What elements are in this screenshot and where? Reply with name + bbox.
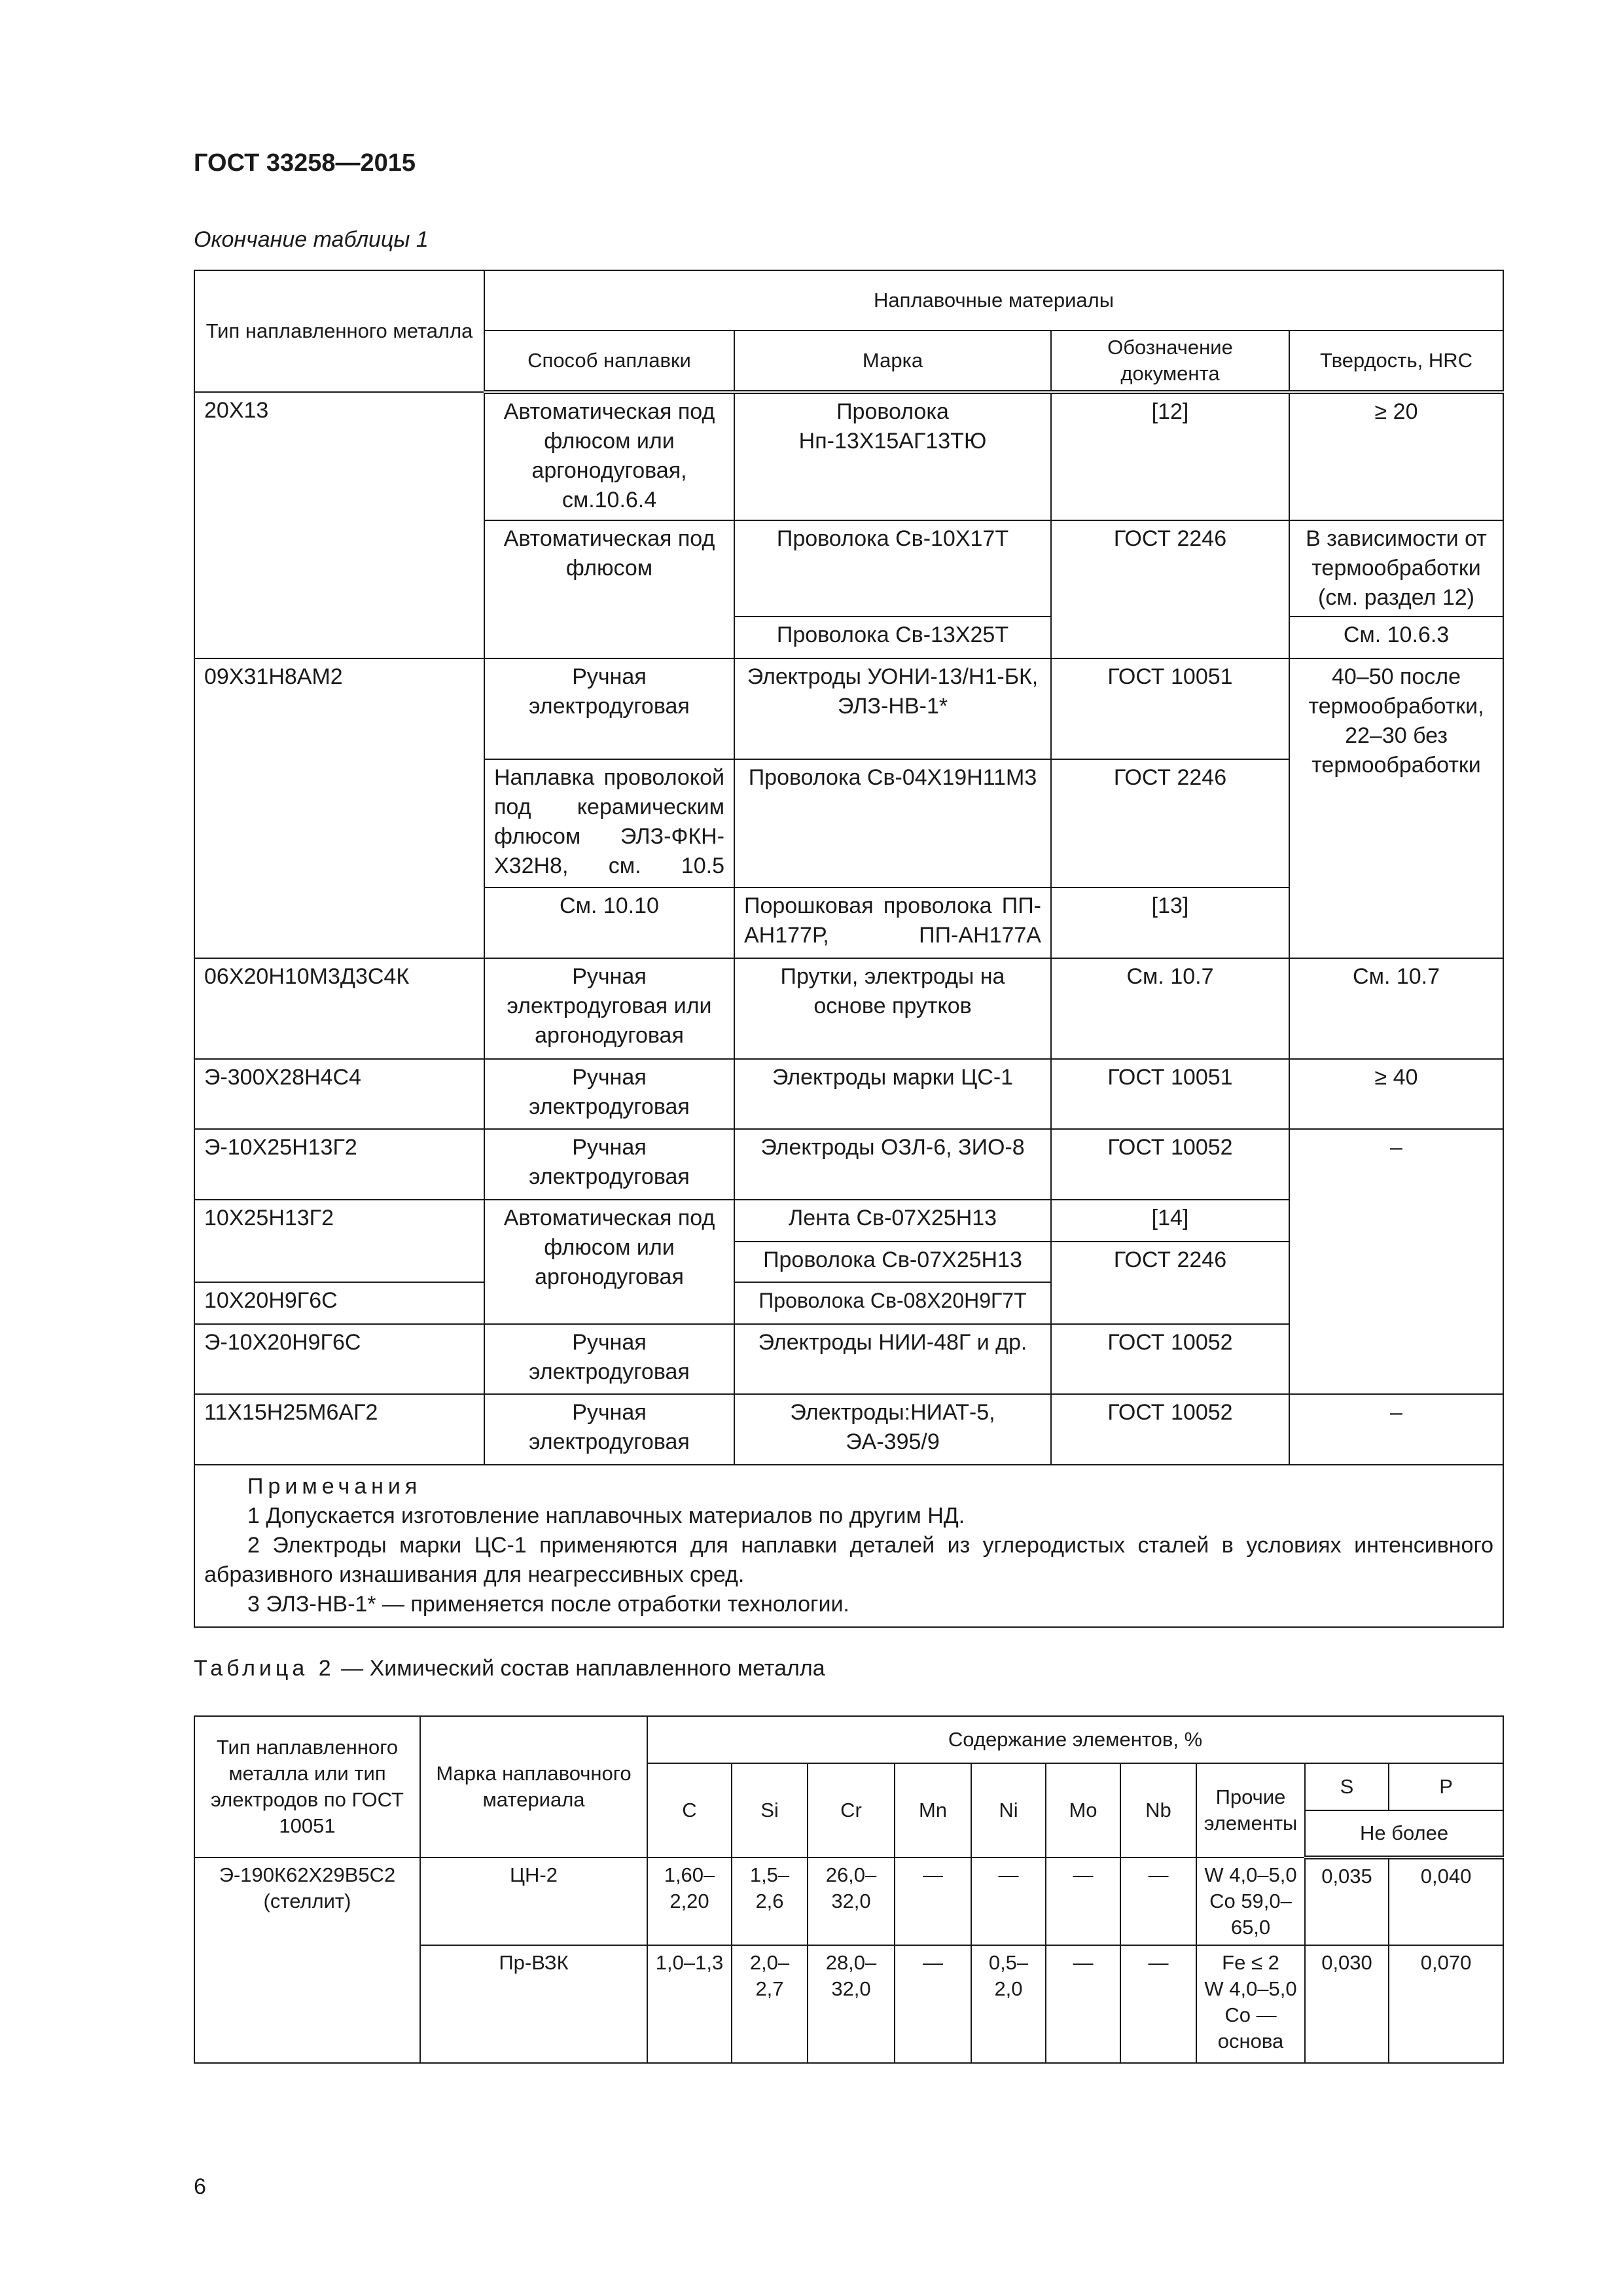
cell-mn: — bbox=[895, 1857, 971, 1945]
header-materials: Наплавочные материалы bbox=[484, 270, 1503, 331]
cell-brand: Пр-ВЗК bbox=[420, 1945, 647, 2063]
cell-brand: Проволока Св-07Х25Н13 bbox=[734, 1242, 1051, 1282]
header-content: Содержание элементов, % bbox=[647, 1716, 1503, 1763]
cell-brand: Электроды НИИ-48Г и др. bbox=[734, 1324, 1051, 1394]
cell-doc: [13] bbox=[1051, 888, 1289, 958]
table-2-caption-text: — Химический состав наплавленного металла bbox=[334, 1656, 825, 1681]
cell-other bbox=[1196, 1857, 1305, 1945]
cell-doc: [12] bbox=[1051, 392, 1289, 520]
cell-doc: ГОСТ 10052 bbox=[1051, 1324, 1289, 1394]
cell-doc: ГОСТ 10052 bbox=[1051, 1129, 1289, 1200]
cell-type: 09Х31Н8АМ2 bbox=[194, 658, 484, 958]
cell-type: 10Х25Н13Г2 bbox=[194, 1200, 484, 1282]
cell-type: 11Х15Н25М6АГ2 bbox=[194, 1394, 484, 1465]
cell-hardness: ≥ 20 bbox=[1289, 392, 1503, 520]
table-2-caption bbox=[194, 1656, 825, 1681]
cell-brand: Электроды ОЗЛ-6, ЗИО-8 bbox=[734, 1129, 1051, 1200]
cell-hardness: См. 10.7 bbox=[1289, 958, 1503, 1059]
header-c: C bbox=[647, 1763, 732, 1857]
cell-ni: — bbox=[971, 1857, 1046, 1945]
cell-doc: ГОСТ 2246 bbox=[1051, 520, 1289, 658]
cell-ni: 0,5–2,0 bbox=[971, 1945, 1046, 2063]
cell-brand: Проволока Св-08Х20Н9Г7Т bbox=[734, 1282, 1051, 1324]
cell-cr: 26,0–32,0 bbox=[808, 1857, 895, 1945]
cell-hardness: В зависимости от термообработки (см. раздел 12) bbox=[1289, 520, 1503, 617]
cell-method: Автоматическая под флюсом bbox=[484, 520, 734, 658]
cell-brand: Проволока Св-10Х17Т bbox=[734, 520, 1051, 617]
page-number: 6 bbox=[194, 2174, 206, 2199]
header-ni: Ni bbox=[971, 1763, 1046, 1857]
header-doc: Обозначение документа bbox=[1051, 331, 1289, 392]
cell-brand: Лента Св-07Х25Н13 bbox=[734, 1200, 1051, 1242]
cell-method: Наплавка проволокой под керамическим флюсом ЭЛЗ-ФКН-Х32Н8, см. 10.5 bbox=[484, 759, 734, 888]
cell-type: 10Х20Н9Г6С bbox=[194, 1282, 484, 1324]
table-row bbox=[194, 1394, 1503, 1465]
other-line: Co — основа bbox=[1217, 2003, 1284, 2053]
table-2 bbox=[194, 1715, 1504, 2064]
cell-type: Э-10Х25Н13Г2 bbox=[194, 1129, 484, 1200]
other-line: Co 59,0–65,0 bbox=[1209, 1890, 1292, 1939]
cell-mn: — bbox=[895, 1945, 971, 2063]
cell-s: 0,035 bbox=[1305, 1857, 1389, 1945]
cell-brand: Проволока Св-13Х25Т bbox=[734, 617, 1051, 658]
cell-c: 1,60–2,20 bbox=[647, 1857, 732, 1945]
header-type: Тип наплавленного металла или тип электродов по ГОСТ 10051 bbox=[194, 1716, 420, 1857]
cell-brand: Электроды марки ЦС-1 bbox=[734, 1059, 1051, 1129]
header-s: S bbox=[1305, 1763, 1389, 1810]
table-1-caption: Окончание таблицы 1 bbox=[194, 227, 429, 252]
document-header: ГОСТ 33258—2015 bbox=[194, 149, 416, 177]
cell-doc: ГОСТ 2246 bbox=[1051, 1242, 1289, 1324]
cell-doc: ГОСТ 10051 bbox=[1051, 1059, 1289, 1129]
cell-brand: Электроды:НИАТ-5, ЭА-395/9 bbox=[734, 1394, 1051, 1465]
header-mn: Mn bbox=[895, 1763, 971, 1857]
header-brand: Марка наплавочного материала bbox=[420, 1716, 647, 1857]
table-row bbox=[194, 958, 1503, 1059]
cell-method: Ручная электродуговая bbox=[484, 1324, 734, 1394]
table-row bbox=[194, 658, 1503, 759]
header-cr: Cr bbox=[808, 1763, 895, 1857]
cell-hardness: 40–50 после термообработки, 22–30 без термообработки bbox=[1289, 658, 1503, 958]
cell-doc: [14] bbox=[1051, 1200, 1289, 1242]
cell-type: Э-10Х20Н9Г6С bbox=[194, 1324, 484, 1394]
other-line: W 4,0–5,0 bbox=[1204, 1863, 1297, 1886]
cell-si: 1,5–2,6 bbox=[732, 1857, 808, 1945]
cell-s: 0,030 bbox=[1305, 1945, 1389, 2063]
cell-doc: ГОСТ 2246 bbox=[1051, 759, 1289, 888]
cell-doc: См. 10.7 bbox=[1051, 958, 1289, 1059]
cell-brand: Проволока Св-04Х19Н11М3 bbox=[734, 759, 1051, 888]
cell-type: Э-300Х28Н4С4 bbox=[194, 1059, 484, 1129]
cell-hardness: – bbox=[1289, 1394, 1503, 1465]
cell-brand: Порошковая проволока ПП-АН177Р, ПП-АН177А bbox=[734, 888, 1051, 958]
notes-title: Примечания bbox=[247, 1474, 422, 1499]
header-si: Si bbox=[732, 1763, 808, 1857]
cell-hardness: – bbox=[1289, 1129, 1503, 1394]
cell-c: 1,0–1,3 bbox=[647, 1945, 732, 2063]
table-notes bbox=[194, 1465, 1503, 1627]
table-2-caption-prefix: Таблица 2 bbox=[194, 1656, 335, 1681]
note-3: 3 ЭЛЗ-НВ-1* — применяется после отработки технологии. bbox=[247, 1592, 849, 1617]
header-type: Тип наплавленного металла bbox=[194, 270, 484, 392]
cell-hardness: См. 10.6.3 bbox=[1289, 617, 1503, 658]
cell-doc: ГОСТ 10051 bbox=[1051, 658, 1289, 759]
cell-method: Автоматическая под флюсом или аргонодуговая bbox=[484, 1200, 734, 1324]
cell-doc: ГОСТ 10052 bbox=[1051, 1394, 1289, 1465]
header-nb: Nb bbox=[1120, 1763, 1196, 1857]
table-row bbox=[194, 1857, 1503, 1945]
cell-brand: Электроды УОНИ-13/Н1-БК, ЭЛЗ-НВ-1* bbox=[734, 658, 1051, 759]
header-brand: Марка bbox=[734, 331, 1051, 392]
table-row bbox=[194, 392, 1503, 520]
cell-method: Автоматическая под флюсом или аргонодуговая, см.10.6.4 bbox=[484, 392, 734, 520]
cell-type: 06Х20Н10М3Д3С4К bbox=[194, 958, 484, 1059]
cell-mo: — bbox=[1046, 1945, 1120, 2063]
cell-cr: 28,0–32,0 bbox=[808, 1945, 895, 2063]
cell-type: 20Х13 bbox=[194, 392, 484, 658]
cell-method: Ручная электродуговая bbox=[484, 1129, 734, 1200]
note-2: 2 Электроды марки ЦС-1 применяются для наплавки деталей из углеродистых сталей в условиях интенсивного абразивного изнашивания для неагрессивных сред. bbox=[204, 1533, 1494, 1587]
cell-method: Ручная электродуговая bbox=[484, 1059, 734, 1129]
cell-other bbox=[1196, 1945, 1305, 2063]
other-line: Fe ≤ 2 bbox=[1222, 1951, 1279, 1974]
header-hardness: Твердость, HRC bbox=[1289, 331, 1503, 392]
note-1: 1 Допускается изготовление наплавочных материалов по другим НД. bbox=[247, 1503, 965, 1528]
header-mo: Mo bbox=[1046, 1763, 1120, 1857]
cell-method: Ручная электродуговая или аргонодуговая bbox=[484, 958, 734, 1059]
cell-method: Ручная электродуговая bbox=[484, 1394, 734, 1465]
header-method: Способ наплавки bbox=[484, 331, 734, 392]
header-p: P bbox=[1389, 1763, 1503, 1810]
cell-brand: ЦН-2 bbox=[420, 1857, 647, 1945]
cell-method: Ручная электродуговая bbox=[484, 658, 734, 759]
cell-mo: — bbox=[1046, 1857, 1120, 1945]
cell-p: 0,070 bbox=[1389, 1945, 1503, 2063]
cell-type: Э-190К62Х29В5С2 (стеллит) bbox=[194, 1857, 420, 2063]
cell-p: 0,040 bbox=[1389, 1857, 1503, 1945]
header-other: Прочие элементы bbox=[1196, 1763, 1305, 1857]
cell-si: 2,0–2,7 bbox=[732, 1945, 808, 2063]
table-1 bbox=[194, 270, 1504, 1628]
header-max: Не более bbox=[1305, 1810, 1503, 1857]
cell-brand: Проволока Нп-13Х15АГ13ТЮ bbox=[734, 392, 1051, 520]
cell-method: См. 10.10 bbox=[484, 888, 734, 958]
cell-brand: Прутки, электроды на основе прутков bbox=[734, 958, 1051, 1059]
cell-nb: — bbox=[1120, 1945, 1196, 2063]
cell-nb: — bbox=[1120, 1857, 1196, 1945]
table-row bbox=[194, 1129, 1503, 1200]
table-row bbox=[194, 1059, 1503, 1129]
other-line: W 4,0–5,0 bbox=[1204, 1977, 1297, 2000]
cell-hardness: ≥ 40 bbox=[1289, 1059, 1503, 1129]
